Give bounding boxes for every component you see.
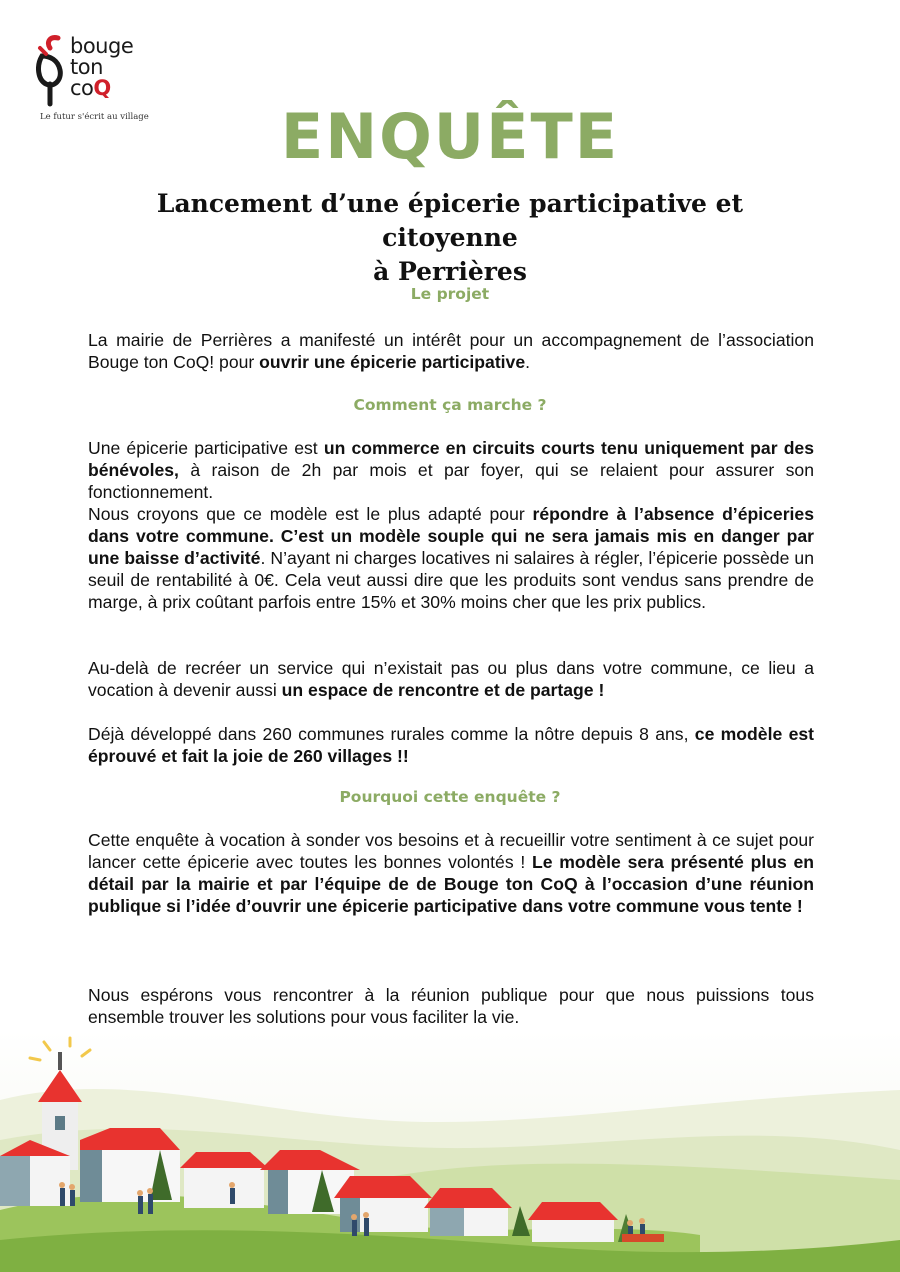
paragraph-marche-1: Une épicerie participative est un commerce en circuits courts tenu uniquement par des bénévoles, à raison de 2h par mois et par foyer, qui se relaient pour assurer son fonctionnement. [88,438,815,502]
subtitle-line-2: à Perrières [373,257,527,286]
logo-word-bouge: bouge [70,34,134,58]
page-title: ENQUÊTE [280,100,620,173]
village-illustration [0,1030,900,1272]
logo-wordmark [70,36,133,99]
logo-tagline: Le futur s'écrit au village [40,112,149,122]
paragraph-marche-3: Au-delà de recréer un service qui n’existait pas ou plus dans votre commune, ce lieu a vocation à devenir aussi un espace de rencontre et de partage ! [88,658,814,700]
heading-comment-ca-marche: Comment ça marche ? [353,396,547,414]
logo-word-coq: coQ [70,76,111,100]
heading-le-projet: Le projet [410,285,490,303]
heading-pourquoi: Pourquoi cette enquête ? [339,788,561,806]
subtitle-line-1: Lancement d’une épicerie participative et citoyenne [156,189,744,252]
paragraph-projet: La mairie de Perrières a manifesté un intérêt pour un accompagnement de l’association Bouge ton CoQ! pour ouvrir une épicerie participative. [88,330,814,372]
page-subtitle [110,187,790,289]
paragraph-pourquoi-1: Cette enquête à vocation à sonder vos besoins et à recueillir votre sentiment à ce sujet pour lancer cette épicerie avec toutes les bonnes volontés ! Le modèle sera présenté plus en détail par la mairie et par l’équipe de de Bouge ton CoQ à l’occasion d’une réunion publique si l’idée d’ouvrir une épicerie participative dans votre commune vous tente ! [88,830,815,916]
paragraph-marche-2: Nous croyons que ce modèle est le plus adapté pour répondre à l’absence d’épiceries dans votre commune. C’est un modèle souple qui ne sera jamais mis en danger par une baisse d’activité. N’ayant ni charges locatives ni salaires à régler, l’épicerie possède un seuil de rentabilité à 0€. Cela veut aussi dire que les produits sont vendus sans prendre de marge, à prix coûtant parfois entre 15% et 30% moins cher que les prix publics. [88,504,814,612]
logo-word-ton: ton [70,55,103,79]
paragraph-marche-4: Déjà développé dans 260 communes rurales comme la nôtre depuis 8 ans, ce modèle est éprouvé et fait la joie de 260 villages !! [88,724,814,766]
paragraph-pourquoi-2: Nous espérons vous rencontrer à la réunion publique pour que nous puissions tous ensemble trouver les solutions pour vous faciliter la vie. [88,985,814,1027]
